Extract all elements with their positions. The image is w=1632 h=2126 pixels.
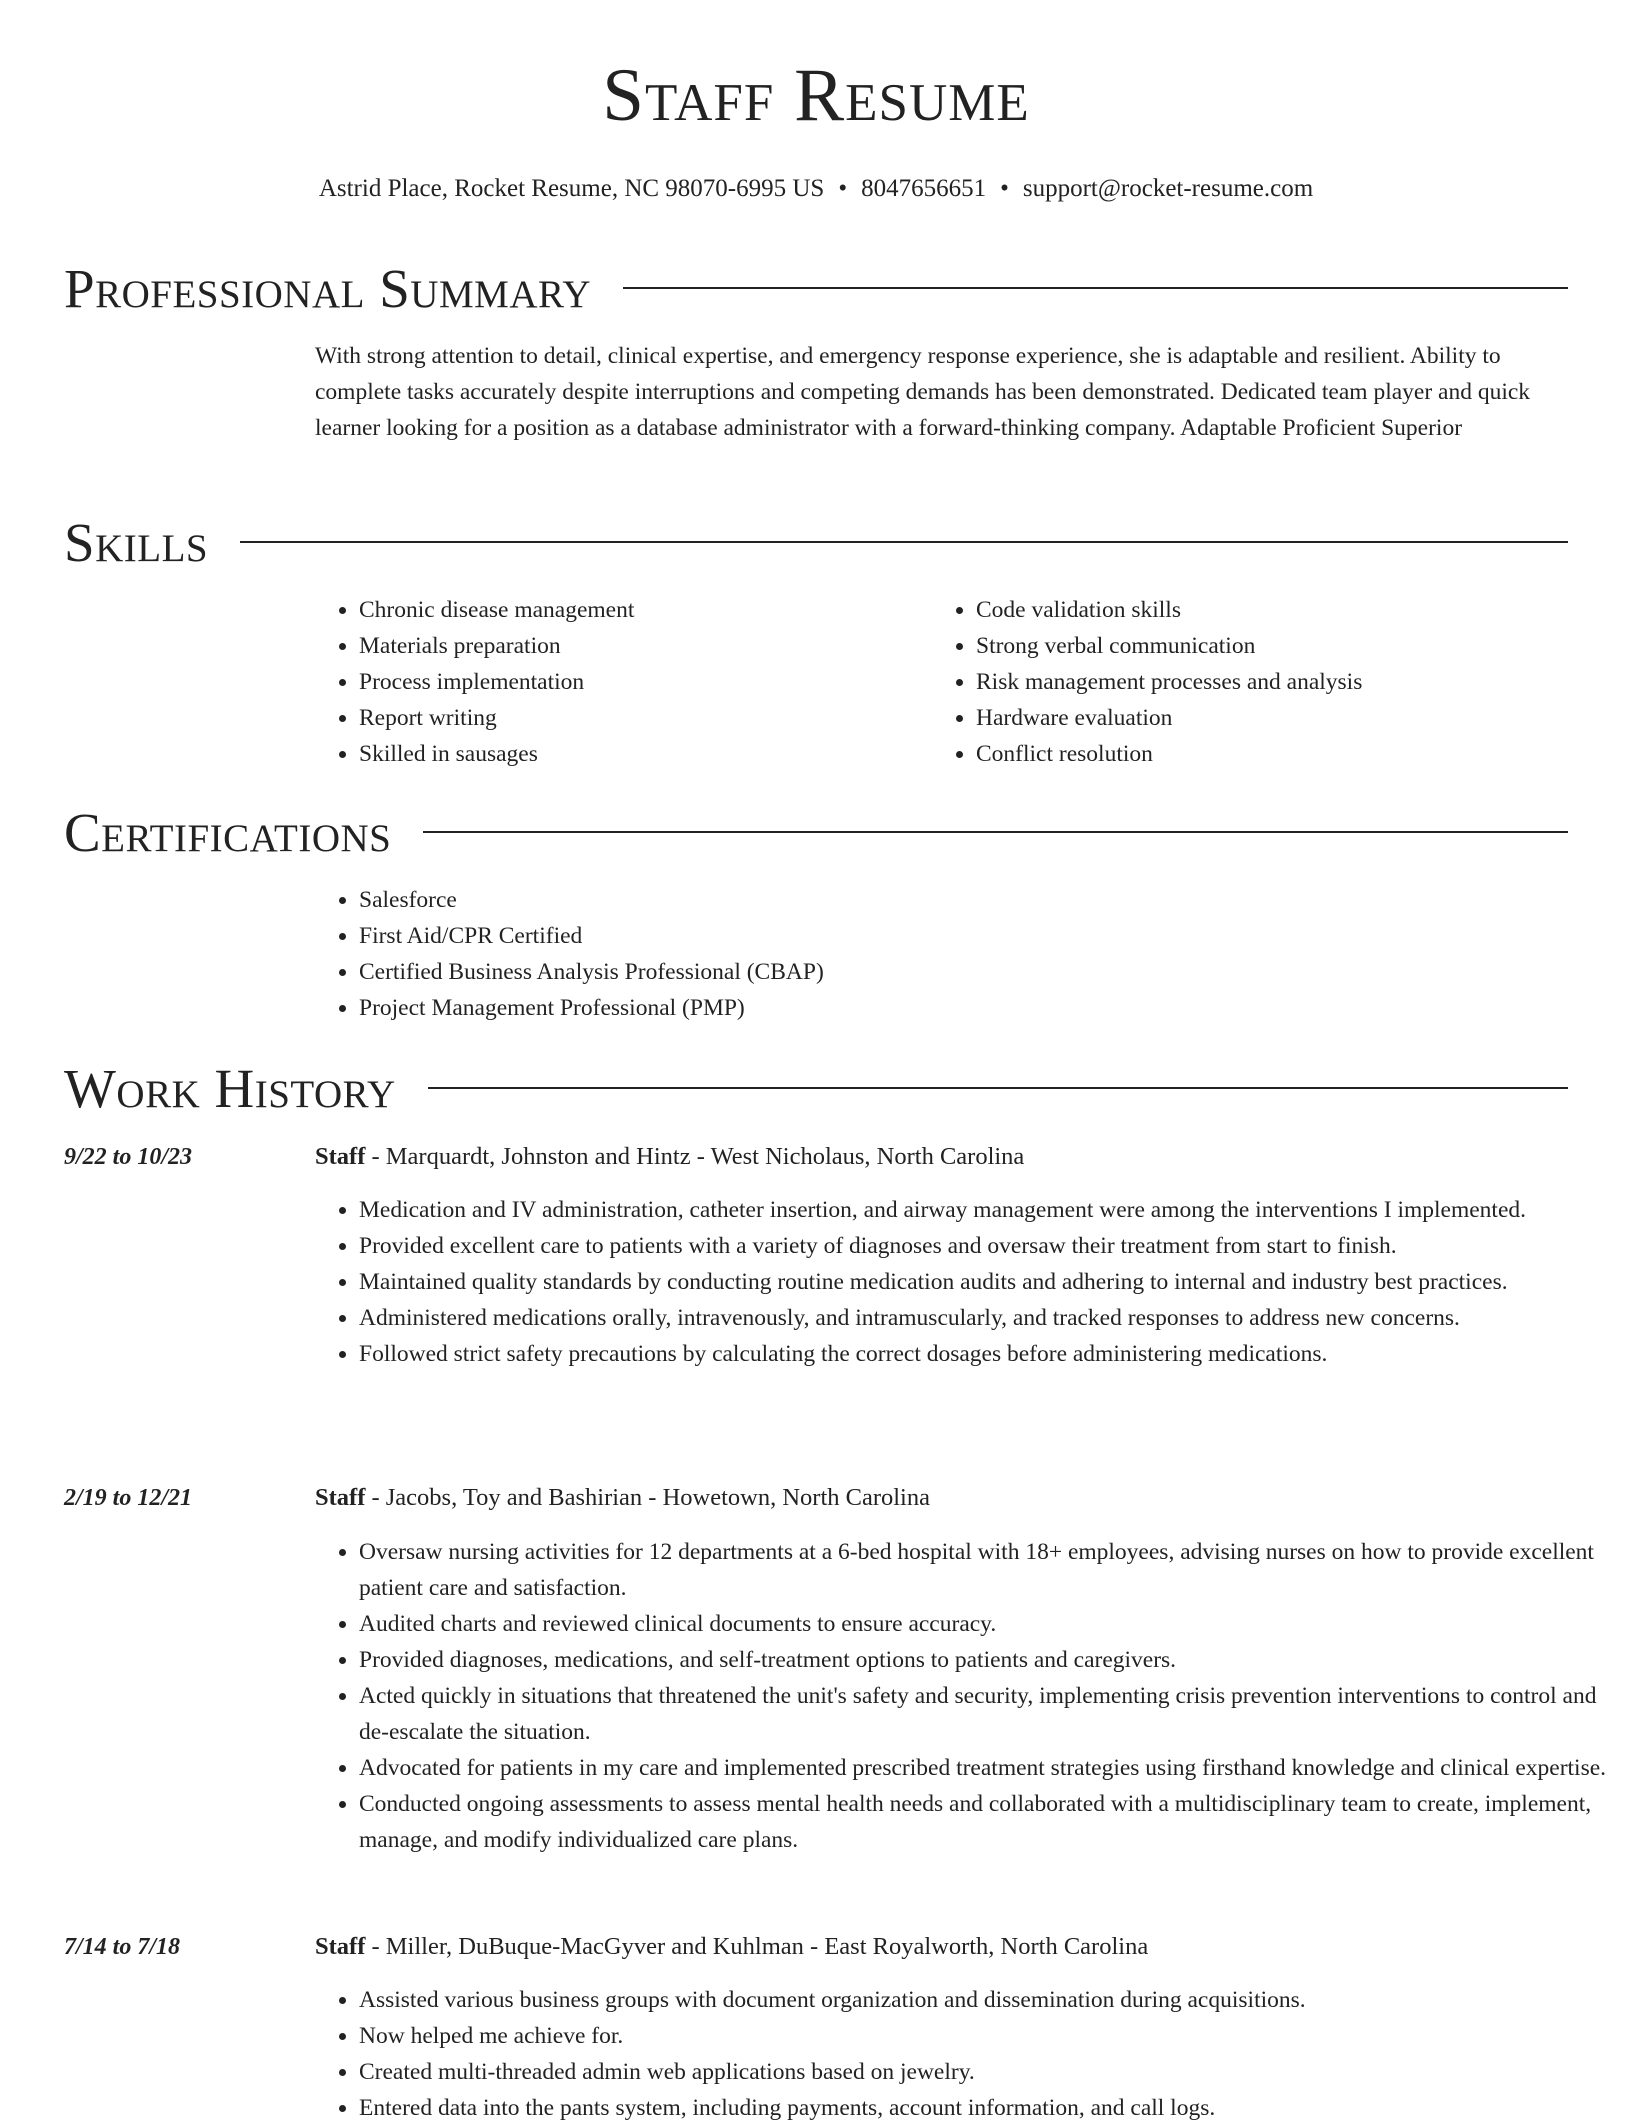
work-heading-row — [64, 1058, 1568, 1118]
skills-heading-row — [64, 512, 1568, 572]
job-bullet: • Provided excellent care to patients with a variety of diagnoses and oversaw their treatment from start to finish. — [359, 1228, 1609, 1264]
job-bullet: • Followed strict safety precautions by calculating the correct dosages before administering medications. — [359, 1336, 1609, 1372]
job-role: Staff — [315, 1933, 366, 1960]
job-title — [315, 1480, 930, 1516]
certifications-list — [315, 882, 1609, 1026]
job-bullet: • Maintained quality standards by conducting routine medication audits and adhering to internal and industry best practices. — [359, 1264, 1609, 1300]
job-bullets — [315, 1192, 1609, 1372]
job-dates: 7/14 to 7/18 — [64, 1934, 181, 1960]
contact-separator: • — [1000, 175, 1009, 202]
contact-email: support@rocket-resume.com — [1022, 175, 1314, 202]
section-divider — [623, 287, 1568, 289]
summary-heading-row — [64, 258, 1568, 318]
skill-item: • Report writing — [359, 700, 919, 736]
job-bullet: • Medication and IV administration, catheter insertion, and airway management were among the interventions I implemented. — [359, 1192, 1609, 1228]
job-title — [315, 1139, 1024, 1175]
job-bullet: • Assisted various business groups with document organization and dissemination during acquisitions. — [359, 1982, 1609, 2018]
skills-list-left — [315, 592, 919, 772]
job-role: Staff — [315, 1484, 366, 1511]
certification-item: • First Aid/CPR Certified — [359, 918, 1609, 954]
job-bullet: • Created multi-threaded admin web applications based on jewelry. — [359, 2054, 1609, 2090]
contact-phone: 8047656651 — [861, 175, 987, 202]
job-bullet: • Oversaw nursing activities for 12 departments at a 6-bed hospital with 18+ employees, advising nurses on how to provide excellent patient care and satisfaction. — [359, 1534, 1609, 1606]
job-bullet: • Entered data into the pants system, including payments, account information, and call logs. — [359, 2090, 1609, 2126]
skill-item: • Conflict resolution — [976, 736, 1606, 772]
job-dates: 9/22 to 10/23 — [64, 1144, 193, 1170]
certifications-heading: Certifications — [64, 801, 392, 863]
job-bullets — [315, 1534, 1609, 1858]
job-title — [315, 1929, 1148, 1965]
skills-heading: Skills — [64, 511, 209, 573]
section-divider — [428, 1087, 1568, 1089]
job-bullets — [315, 1982, 1609, 2126]
contact-separator: • — [838, 175, 848, 202]
certification-item: • Salesforce — [359, 882, 1609, 918]
skill-item: • Skilled in sausages — [359, 736, 919, 772]
job-dates: 2/19 to 12/21 — [64, 1485, 193, 1511]
certifications-heading-row — [64, 802, 1568, 862]
skill-item: • Code validation skills — [976, 592, 1606, 628]
page-title: Staff Resume — [602, 54, 1030, 137]
job-bullet: • Administered medications orally, intravenously, and intramuscularly, and tracked responses to address new concerns. — [359, 1300, 1609, 1336]
job-employer: - Jacobs, Toy and Bashirian - Howetown, North Carolina — [365, 1484, 930, 1511]
summary-heading: Professional Summary — [64, 257, 592, 319]
work-heading: Work History — [64, 1057, 396, 1119]
job-bullet: • Acted quickly in situations that threatened the unit's safety and security, implementing crisis prevention interventions to control and de-escalate the situation. — [359, 1678, 1609, 1750]
job-bullet: • Now helped me achieve for. — [359, 2018, 1609, 2054]
contact-line — [0, 174, 1632, 204]
job-employer: - Miller, DuBuque-MacGyver and Kuhlman - East Royalworth, North Carolina — [365, 1933, 1149, 1960]
job-bullet: • Audited charts and reviewed clinical documents to ensure accuracy. — [359, 1606, 1609, 1642]
summary-text: With strong attention to detail, clinical expertise, and emergency response experience, she is adaptable and resilient. Ability to complete tasks accurately despite interruptions and competing demands has been demonstrated. Dedicated team player and quick learner looking for a position as a database administrator with a forward-thinking company. Adaptable Proficient Superior — [315, 343, 1531, 441]
job-bullet: • Advocated for patients in my care and implemented prescribed treatment strategies using firsthand knowledge and clinical expertise. — [359, 1750, 1609, 1786]
skill-item: • Process implementation — [359, 664, 919, 700]
skill-item: • Materials preparation — [359, 628, 919, 664]
skill-item: • Risk management processes and analysis — [976, 664, 1606, 700]
skill-item: • Chronic disease management — [359, 592, 919, 628]
certification-item: • Project Management Professional (PMP) — [359, 990, 1609, 1026]
job-bullet: • Conducted ongoing assessments to assess mental health needs and collaborated with a multidisciplinary team to create, implement, manage, and modify individualized care plans. — [359, 1786, 1609, 1858]
skill-item: • Hardware evaluation — [976, 700, 1606, 736]
job-bullet: • Provided diagnoses, medications, and self-treatment options to patients and caregivers. — [359, 1642, 1609, 1678]
certification-item: • Certified Business Analysis Professional (CBAP) — [359, 954, 1609, 990]
job-employer: - Marquardt, Johnston and Hintz - West Nicholaus, North Carolina — [365, 1143, 1025, 1170]
skills-list-right — [932, 592, 1606, 772]
job-role: Staff — [315, 1143, 366, 1170]
contact-address: Astrid Place, Rocket Resume, NC 98070-6995 US — [318, 175, 825, 202]
section-divider — [423, 831, 1568, 833]
skill-item: • Strong verbal communication — [976, 628, 1606, 664]
section-divider — [240, 541, 1568, 543]
